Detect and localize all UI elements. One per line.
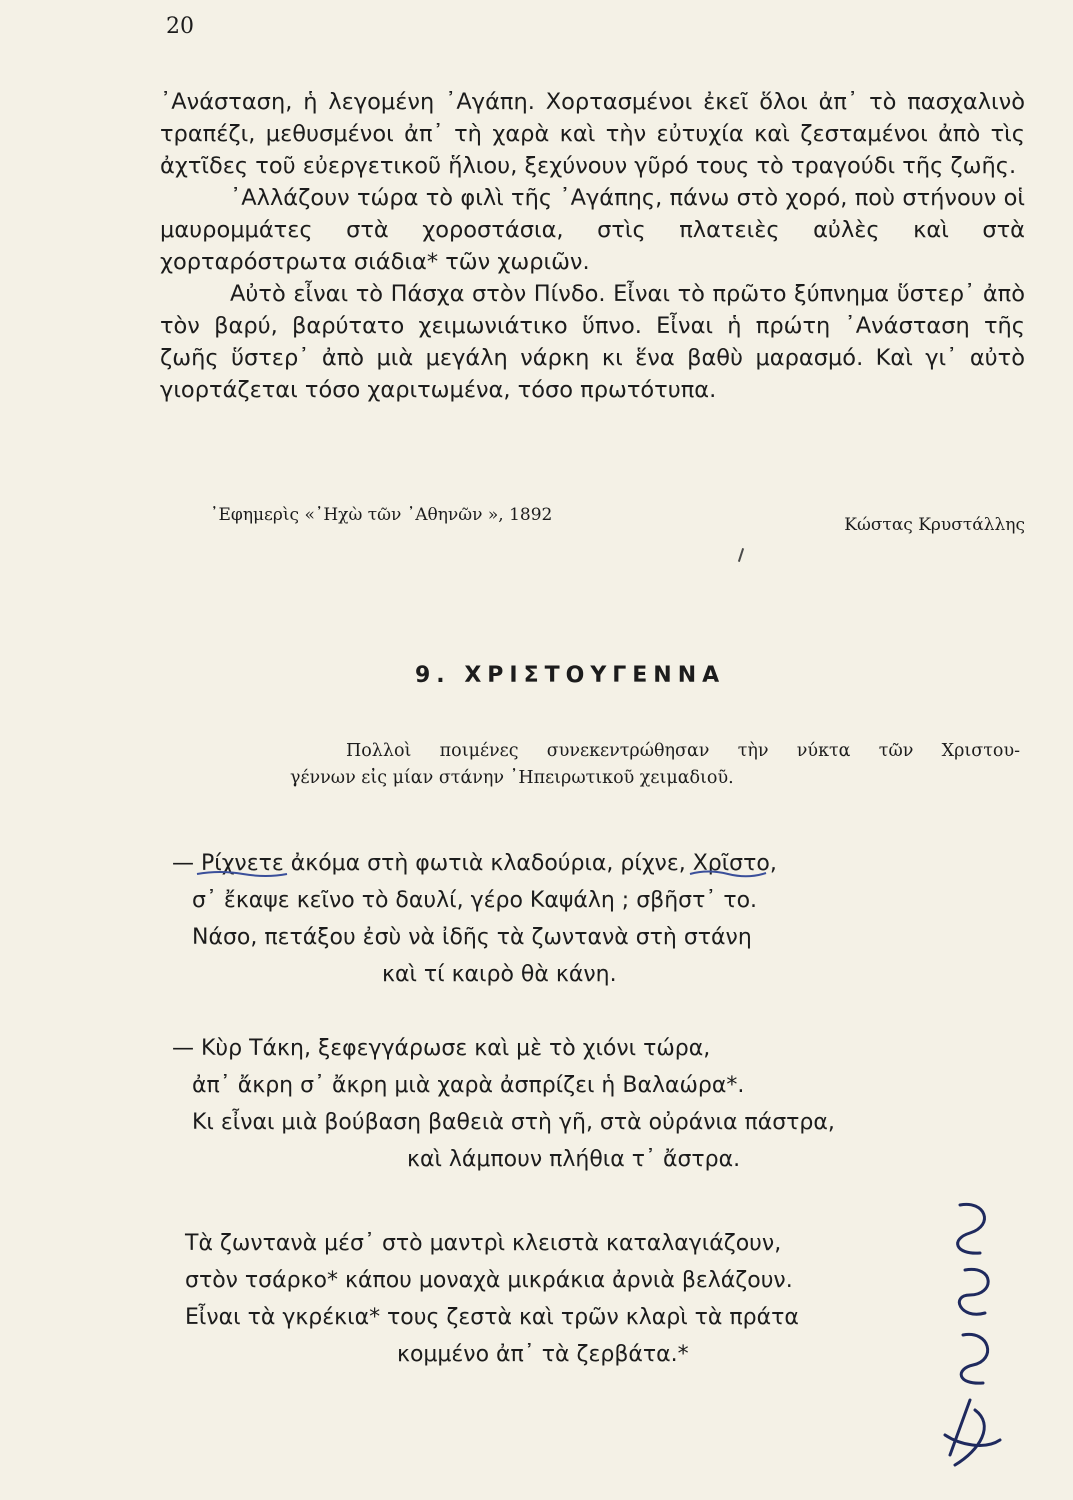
handwritten-annotation (925, 1195, 1010, 1485)
prose-paragraph: ᾿Ανάσταση, ἡ λεγομένη ᾿Αγάπη. Χορτασμένοι ἐκεῖ ὅλοι ἀπ᾿ τὸ πασχαλινὸ τραπέζι, μεθυσμένοι ἀπ᾿ τὴ χαρὰ καὶ τὴν εὐτυχία καὶ ζεσταμένοι ἀπὸ τὶς ἀχτῖδες τοῦ εὐεργετικοῦ ἥλιου, ξεχύνουν γῦρό τους τὸ τραγούδι τῆς ζωῆς. (160, 89, 1025, 179)
prose-paragraph: Αὐτὸ εἶναι τὸ Πάσχα στὸν Πίνδο. Εἶναι τὸ πρῶτο ξύπνημα ὕστερ᾿ ἀπὸ τὸν βαρύ, βαρύτατο χειμωνιάτικο ὕπνο. Εἶναι ἡ πρώτη ᾿Ανάσταση τῆς ζωῆς ὕστερ᾿ ἀπὸ μιὰ μεγάλη νάρκη κι ἕνα βαθὺ μαρασμό. Καὶ γι᾿ αὐτὸ γιορτάζεται τόσο χαριτωμένα, τόσο πρωτότυπα. (160, 281, 1025, 403)
verse-line: σ᾿ ἔκαψε κεῖνο τὸ δαυλί, γέρο Καψάλη ; σβῆστ᾿ το. (192, 888, 758, 913)
dedication-line: Πολλοὶ ποιμένες συνεκεντρώθησαν τὴν νύκτα τῶν Χριστου- (346, 741, 1020, 761)
verse-line: στὸν τσάρκο* κάπου μοναχὰ μικράκια ἀρνιὰ βελάζουν. (185, 1268, 793, 1293)
verse-line: Τὰ ζωντανὰ μέσ᾿ στὸ μαντρὶ κλειστὰ καταλαγιάζουν, (185, 1231, 782, 1256)
section-title: 9. ΧΡΙΣΤΟΥΓΕΝΝΑ (415, 663, 726, 688)
underline-mark (688, 868, 768, 880)
stray-mark (738, 548, 744, 562)
verse-line: Εἶναι τὰ γκρέκια* τους ζεστὰ καὶ τρῶν κλαρὶ τὰ πράτα (185, 1305, 799, 1330)
verse-line: — Ρίχνετε ἀκόμα στὴ φωτιὰ κλαδούρια, ρίχνε, Χρῖστο, (172, 851, 777, 876)
dedication-note (290, 738, 1020, 792)
verse-line: καὶ τί καιρὸ θὰ κάνη. (382, 962, 617, 987)
poem-stanza (185, 1225, 799, 1373)
page-number: 20 (166, 14, 194, 39)
poem-stanza (172, 1030, 835, 1178)
verse-line: κομμένο ἀπ᾿ τὰ ζερβάτα.* (397, 1342, 689, 1367)
verse-line: Νάσο, πετάξου ἐσὺ νὰ ἰδῆς τὰ ζωντανὰ στὴ στάνη (192, 925, 752, 950)
prose-block (160, 86, 1025, 406)
source-citation (210, 505, 1025, 535)
verse-line: ἀπ᾿ ἄκρη σ᾿ ἄκρη μιὰ χαρὰ ἀσπρίζει ἡ Βαλαώρα*. (192, 1073, 745, 1098)
source-publication: ᾿Εφημερὶς «᾿Ηχὼ τῶν ᾿Αθηνῶν », 1892 (210, 505, 553, 525)
underline-mark (195, 868, 290, 880)
source-author: Κώστας Κρυστάλλης (844, 515, 1025, 535)
verse-line: Κι εἶναι μιὰ βούβαση βαθειὰ στὴ γῆ, στὰ οὐράνια πάστρα, (192, 1110, 835, 1135)
prose-paragraph: ᾿Αλλάζουν τώρα τὸ φιλὶ τῆς ᾿Αγάπης, πάνω στὸ χορό, ποὺ στήνουν οἱ μαυρομμάτες στὰ χοροστάσια, στὶς πλατειὲς αὐλὲς καὶ στὰ χορταρόστρωτα σιάδια* τῶν χωριῶν. (160, 185, 1025, 275)
verse-line: — Κὺρ Τάκη, ξεφεγγάρωσε καὶ μὲ τὸ χιόνι τώρα, (172, 1036, 711, 1061)
verse-line: καὶ λάμπουν πλήθια τ᾿ ἄστρα. (407, 1147, 741, 1172)
dedication-line: γέννων εἰς μίαν στάνην ᾿Ηπειρωτικοῦ χειμαδιοῦ. (290, 768, 734, 788)
